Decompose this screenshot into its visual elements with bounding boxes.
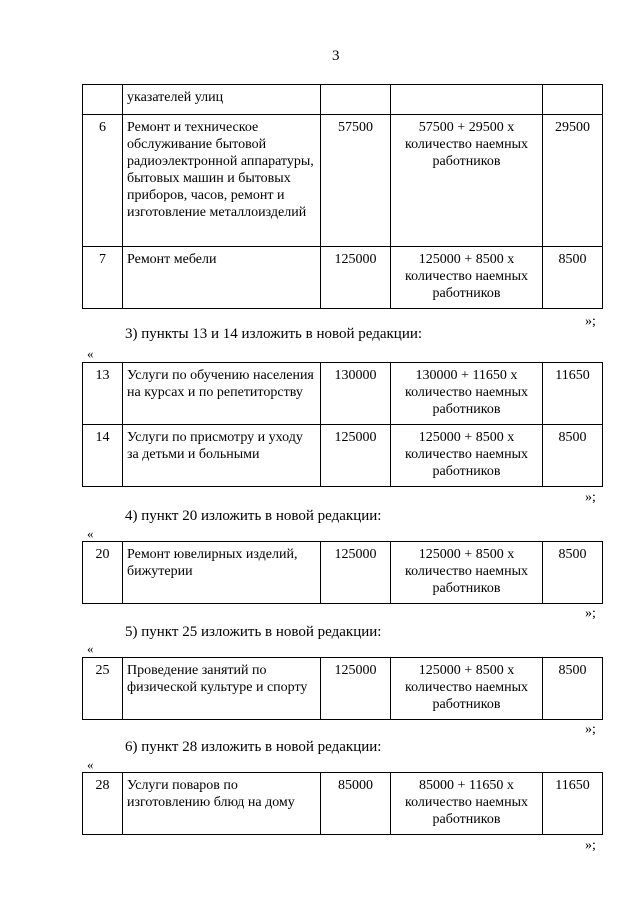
row-rate xyxy=(543,85,603,115)
instruction-text: 3) пункты 13 и 14 изложить в новой редакции: xyxy=(125,326,423,342)
table-row xyxy=(83,363,603,425)
closing-quote: »; xyxy=(585,314,596,329)
row-name: Ремонт мебели xyxy=(123,247,321,309)
table-row xyxy=(83,115,603,247)
opening-quote: « xyxy=(87,526,94,541)
row-formula xyxy=(391,773,543,835)
formula-line: работников xyxy=(432,402,501,417)
opening-quote: « xyxy=(87,757,94,772)
formula-line: 57500 + 29500 х xyxy=(418,120,515,135)
opening-quote: « xyxy=(87,346,94,361)
row-value: 57500 xyxy=(321,115,391,247)
row-formula xyxy=(391,85,543,115)
table-row xyxy=(83,425,603,487)
formula-line: 85000 + 11650 х xyxy=(419,778,514,793)
row-name: Проведение занятий по физической культуре и спорту xyxy=(123,658,321,720)
row-formula xyxy=(391,542,543,604)
formula-line: 125000 + 8500 х xyxy=(418,252,515,267)
opening-quote: « xyxy=(87,641,94,656)
row-rate: 8500 xyxy=(543,542,603,604)
row-value: 85000 xyxy=(321,773,391,835)
row-formula xyxy=(391,658,543,720)
instruction-text: 4) пункт 20 изложить в новой редакции: xyxy=(125,508,382,524)
table-section-5 xyxy=(82,657,603,720)
row-value: 125000 xyxy=(321,247,391,309)
row-name: Услуги по обучению населения на курсах и по репетиторству xyxy=(123,363,321,425)
table-row xyxy=(83,658,603,720)
row-formula xyxy=(391,425,543,487)
closing-quote: »; xyxy=(585,606,596,621)
row-value xyxy=(321,85,391,115)
table-row xyxy=(83,773,603,835)
instruction-text: 6) пункт 28 изложить в новой редакции: xyxy=(125,739,382,755)
row-name: указателей улиц xyxy=(123,85,321,115)
row-number xyxy=(83,85,123,115)
row-name: Ремонт и техническое обслуживание бытовой радиоэлектронной аппаратуры, бытовых машин и бытовых приборов, часов, ремонт и изготовление металлоизделий xyxy=(123,115,321,247)
formula-line: количество наемных xyxy=(404,447,528,462)
table-continuation xyxy=(82,84,603,309)
formula-line: 125000 + 8500 х xyxy=(418,663,515,678)
page-number: 3 xyxy=(332,48,340,64)
formula-line: количество наемных xyxy=(404,269,528,284)
table-section-3 xyxy=(82,362,603,487)
table-row xyxy=(83,247,603,309)
row-number: 7 xyxy=(83,247,123,309)
formula-line: количество наемных xyxy=(404,680,528,695)
closing-quote: »; xyxy=(585,490,596,505)
row-value: 130000 xyxy=(321,363,391,425)
closing-quote: »; xyxy=(585,722,596,737)
row-number: 28 xyxy=(83,773,123,835)
row-value: 125000 xyxy=(321,425,391,487)
formula-line: работников xyxy=(432,581,501,596)
table-row xyxy=(83,542,603,604)
row-name: Услуги по присмотру и уходу за детьми и больными xyxy=(123,425,321,487)
row-number: 25 xyxy=(83,658,123,720)
row-number: 13 xyxy=(83,363,123,425)
row-number: 6 xyxy=(83,115,123,247)
instruction-text: 5) пункт 25 изложить в новой редакции: xyxy=(125,624,382,640)
row-rate: 29500 xyxy=(543,115,603,247)
formula-line: 130000 + 11650 х xyxy=(415,368,518,383)
formula-line: количество наемных xyxy=(404,137,528,152)
row-name: Ремонт ювелирных изделий, бижутерии xyxy=(123,542,321,604)
formula-line: работников xyxy=(432,812,501,827)
row-number: 14 xyxy=(83,425,123,487)
row-number: 20 xyxy=(83,542,123,604)
table-row xyxy=(83,85,603,115)
row-rate: 8500 xyxy=(543,425,603,487)
closing-quote: »; xyxy=(585,838,596,853)
formula-line: 125000 + 8500 х xyxy=(418,430,515,445)
formula-line: количество наемных xyxy=(404,564,528,579)
row-rate: 11650 xyxy=(543,363,603,425)
table-section-4 xyxy=(82,541,603,604)
formula-line: работников xyxy=(432,154,501,169)
row-rate: 8500 xyxy=(543,247,603,309)
table-section-6 xyxy=(82,772,603,835)
row-value: 125000 xyxy=(321,542,391,604)
formula-line: 125000 + 8500 х xyxy=(418,547,515,562)
formula-line: количество наемных xyxy=(404,795,528,810)
row-formula xyxy=(391,115,543,247)
row-formula xyxy=(391,247,543,309)
formula-line: работников xyxy=(432,286,501,301)
formula-line: работников xyxy=(432,464,501,479)
row-formula xyxy=(391,363,543,425)
row-rate: 11650 xyxy=(543,773,603,835)
row-value: 125000 xyxy=(321,658,391,720)
formula-line: количество наемных xyxy=(404,385,528,400)
row-rate: 8500 xyxy=(543,658,603,720)
formula-line: работников xyxy=(432,697,501,712)
row-name: Услуги поваров по изготовлению блюд на дому xyxy=(123,773,321,835)
